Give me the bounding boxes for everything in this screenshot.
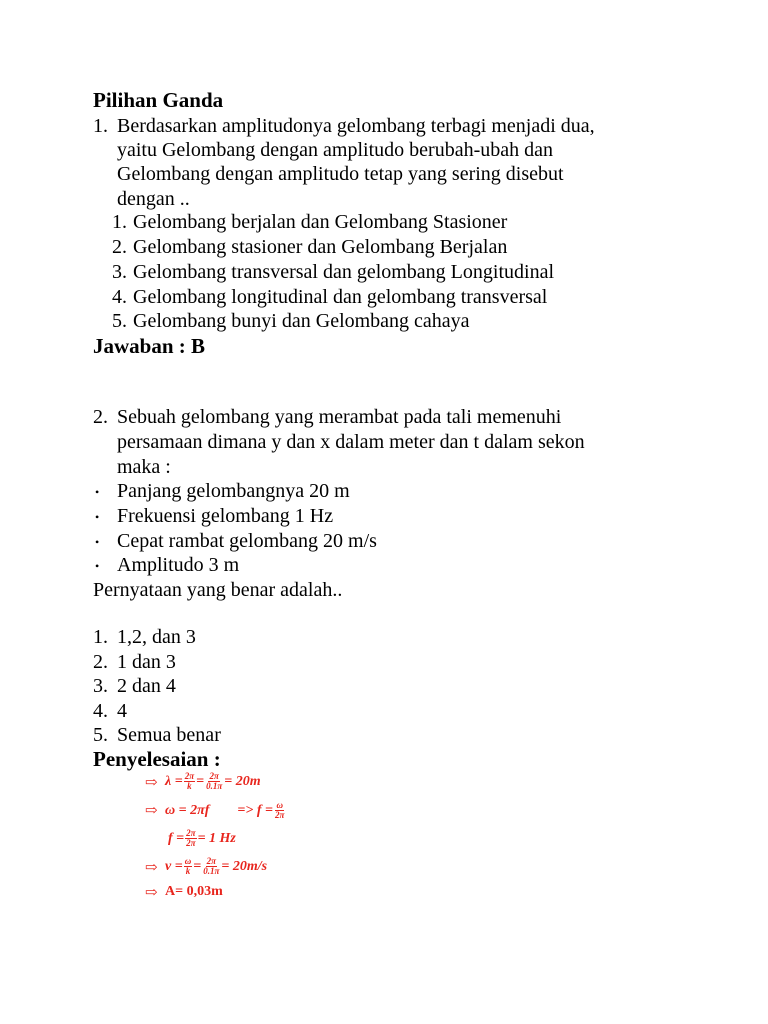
q2-line-3: maka : [117,456,171,478]
formula-implies: => f = [237,802,274,818]
q2-option-number: 4. [93,700,108,722]
arrow-right-icon: ⇨ [145,803,158,819]
fraction-numerator: 2π [184,771,195,781]
formula-lhs: f = [168,830,185,846]
solution-title: Penyelesaian : [93,747,221,771]
formula-result: = 1 Hz [197,830,236,846]
fraction-numerator: 2π [186,828,196,838]
fraction-numerator: ω [184,856,192,866]
fraction [184,857,193,876]
q1-line-2: yaitu Gelombang dengan amplitudo berubah-ubah dan [117,139,553,161]
q2-line-1: Sebuah gelombang yang merambat pada tali memenuhi [117,406,562,428]
q2-option-number: 5. [93,724,108,746]
q1-option-number: 5. [112,310,127,332]
fraction-denominator: 0.1π [206,781,223,791]
fraction [184,772,195,791]
arrow-right-icon: ⇨ [145,775,158,791]
bullet-icon: • [95,535,100,549]
q1-option-text: Gelombang transversal dan gelombang Longitudinal [133,261,555,283]
q1-line-1: Berdasarkan amplitudonya gelombang terbagi menjadi dua, [117,115,595,137]
formula-lhs: λ = [165,773,183,789]
fraction [202,857,220,876]
formula-wave-speed [165,857,267,876]
q2-statement: Panjang gelombangnya 20 m [117,480,350,502]
arrow-right-icon: ⇨ [145,885,158,901]
q2-option-text: 4 [117,700,127,722]
q1-option-text: Gelombang bunyi dan Gelombang cahaya [133,310,470,332]
q1-number: 1. [93,115,108,137]
bullet-icon: • [95,559,100,573]
q2-number: 2. [93,406,108,428]
formula-equals: = [193,858,202,874]
formula-frequency [168,829,236,848]
q2-option-number: 2. [93,651,108,673]
fraction [274,801,285,820]
q1-line-4: dengan .. [117,188,190,210]
q1-option-number: 3. [112,261,127,283]
q2-option-text: Semua benar [117,724,221,746]
q1-option-number: 2. [112,236,127,258]
bullet-icon: • [95,510,100,524]
fraction [205,772,223,791]
q2-line-2: persamaan dimana y dan x dalam meter dan t dalam sekon [117,431,585,453]
q2-option-number: 3. [93,675,108,697]
q2-option-text: 1 dan 3 [117,651,176,673]
q2-statement: Cepat rambat gelombang 20 m/s [117,530,377,552]
q1-option-number: 1. [112,211,127,233]
formula-equals: = [196,773,205,789]
q1-answer: Jawaban : B [93,334,206,358]
formula-result: = 20m [224,773,261,789]
q2-prompt: Pernyataan yang benar adalah.. [93,579,343,601]
section-title: Pilihan Ganda [93,88,224,112]
arrow-right-icon: ⇨ [145,860,158,876]
q1-line-3: Gelombang dengan amplitudo tetap yang sering disebut [117,163,564,185]
fraction-denominator: k [185,866,191,876]
q1-option-text: Gelombang longitudinal dan gelombang transversal [133,286,548,308]
fraction-denominator: k [187,781,192,791]
fraction [185,829,196,848]
fraction-numerator: 2π [209,771,219,781]
formula-result: = 20m/s [221,858,268,874]
q1-option-text: Gelombang stasioner dan Gelombang Berjalan [133,236,508,258]
q2-option-text: 1,2, dan 3 [117,626,196,648]
formula-lhs: ν = [165,858,183,874]
fraction-denominator: 2π [186,838,196,848]
q2-statement: Frekuensi gelombang 1 Hz [117,505,334,527]
fraction-numerator: 2π [206,856,216,866]
q2-option-text: 2 dan 4 [117,675,176,697]
q1-option-text: Gelombang berjalan dan Gelombang Stasioner [133,211,508,233]
formula-lhs: ω = 2πf [165,802,210,818]
fraction-denominator: 2π [275,810,285,820]
formula-amplitude: A= 0,03m [165,884,223,899]
formula-angular-frequency [165,801,286,820]
fraction-numerator: ω [276,800,283,810]
q2-statement: Amplitudo 3 m [117,554,240,576]
fraction-denominator: 0.1π [203,866,220,876]
q2-option-number: 1. [93,626,108,648]
formula-wavelength [165,772,261,791]
bullet-icon: • [95,485,100,499]
q1-option-number: 4. [112,286,127,308]
